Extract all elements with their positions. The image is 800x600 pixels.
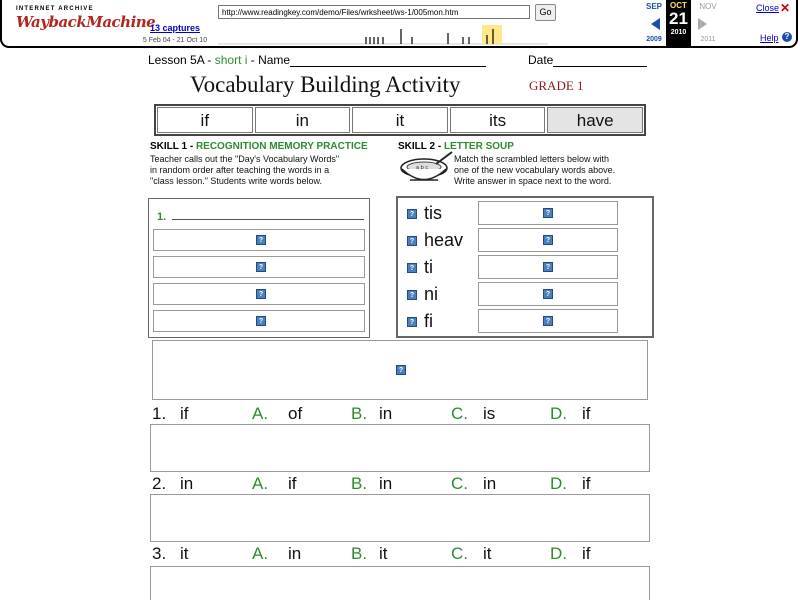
skill1-line: Teacher calls out the "Day's Vocabulary Words" bbox=[150, 154, 340, 164]
missing-plugin-icon: ? bbox=[407, 263, 417, 273]
missing-plugin-icon: ? bbox=[396, 365, 406, 375]
skill1-name: RECOGNITION MEMORY PRACTICE bbox=[195, 141, 368, 152]
scrambled-word: ti bbox=[424, 257, 433, 277]
wayback-calendar bbox=[640, 0, 720, 46]
wayback-current-month: OCT bbox=[670, 1, 687, 10]
choice-a[interactable]: if bbox=[288, 474, 297, 493]
missing-plugin-icon: ? bbox=[407, 236, 417, 246]
vocab-word: its bbox=[450, 107, 546, 133]
question-number: 2. bbox=[152, 474, 167, 493]
wayback-current-day: 21 bbox=[669, 9, 688, 28]
skill1-dash: - bbox=[187, 141, 196, 152]
wayback-logo-main: WaybackMachine bbox=[16, 13, 156, 31]
choice-d[interactable]: if bbox=[582, 474, 591, 493]
skill1-line: in random order after teaching the words in a bbox=[150, 165, 330, 175]
letter-soup-row bbox=[400, 228, 650, 253]
scrambled-word: tis bbox=[424, 203, 442, 223]
missing-plugin-icon: ? bbox=[256, 289, 266, 299]
letter-soup-answer-field[interactable] bbox=[478, 282, 618, 306]
wayback-current-date bbox=[666, 0, 691, 46]
choice-letter-d: D. bbox=[550, 474, 567, 493]
letter-soup-answer-field[interactable] bbox=[478, 201, 618, 225]
wayback-current-year: 2010 bbox=[670, 29, 687, 36]
skill1-answer-box bbox=[148, 198, 370, 338]
question-answer-box[interactable] bbox=[150, 494, 650, 542]
missing-plugin-icon: ? bbox=[256, 316, 266, 326]
skill1-line: "class lesson." Students write words below. bbox=[150, 176, 322, 186]
scrambled-word: heav bbox=[424, 230, 464, 250]
skill2-dash: - bbox=[435, 141, 444, 152]
missing-plugin-icon: ? bbox=[407, 317, 417, 327]
choice-letter-d: D. bbox=[550, 544, 567, 563]
vocab-word: have bbox=[547, 107, 643, 133]
missing-plugin-icon: ? bbox=[256, 235, 266, 245]
choice-b[interactable]: in bbox=[379, 404, 393, 423]
choice-letter-d: D. bbox=[550, 404, 567, 423]
wayback-sparkline[interactable] bbox=[218, 23, 548, 45]
skill2-instructions bbox=[454, 154, 615, 187]
question-row bbox=[152, 474, 652, 496]
skill2-prefix: SKILL 2 bbox=[398, 141, 436, 152]
wayback-logo-top: INTERNET ARCHIVE bbox=[16, 6, 94, 12]
page-title: Vocabulary Building Activity bbox=[190, 72, 461, 97]
wayback-next-year: 2011 bbox=[700, 36, 716, 43]
missing-plugin-icon: ? bbox=[543, 235, 553, 245]
question-number: 1. bbox=[152, 404, 167, 423]
close-icon[interactable]: ✕ bbox=[780, 1, 791, 15]
scrambled-word: ni bbox=[424, 284, 439, 304]
choice-letter-a: A. bbox=[252, 544, 269, 563]
answer-field[interactable] bbox=[153, 256, 365, 278]
choice-a[interactable]: in bbox=[288, 544, 302, 563]
wayback-captures-range: 5 Feb 04 - 21 Oct 10 bbox=[142, 37, 208, 44]
wayback-help-link[interactable]: Help bbox=[760, 33, 779, 43]
choice-d[interactable]: if bbox=[582, 544, 591, 563]
missing-plugin-icon: ? bbox=[407, 209, 417, 219]
name-line bbox=[290, 54, 486, 67]
letter-soup-row bbox=[400, 282, 650, 307]
letter-soup-row bbox=[400, 201, 650, 226]
choice-letter-a: A. bbox=[252, 404, 269, 423]
wayback-prev-arrow-icon[interactable] bbox=[651, 18, 660, 30]
answer-line-number: 1. bbox=[157, 211, 167, 223]
vocab-word: if bbox=[157, 107, 253, 133]
soup-bowl-icon bbox=[398, 150, 454, 188]
skill1-instructions bbox=[150, 154, 339, 187]
choice-letter-b: B. bbox=[351, 404, 368, 423]
skill2-name: LETTER SOUP bbox=[443, 141, 514, 152]
wayback-prev-year[interactable]: 2009 bbox=[646, 36, 662, 43]
wayback-next-arrow-icon bbox=[698, 18, 707, 30]
answer-line-1 bbox=[157, 209, 364, 223]
grade-label: GRADE 1 bbox=[529, 78, 584, 93]
skill1-heading bbox=[150, 141, 368, 152]
question-row bbox=[152, 404, 652, 426]
choice-c[interactable]: in bbox=[483, 474, 497, 493]
missing-plugin-icon: ? bbox=[543, 316, 553, 326]
name-label: - Name bbox=[247, 53, 291, 67]
lesson-header bbox=[148, 53, 486, 67]
missing-plugin-icon: ? bbox=[543, 262, 553, 272]
choice-letter-b: B. bbox=[351, 474, 368, 493]
choice-b[interactable]: in bbox=[379, 474, 393, 493]
question-word: it bbox=[180, 544, 189, 563]
question-row bbox=[152, 544, 652, 566]
wayback-go-button[interactable]: Go bbox=[535, 4, 556, 21]
wayback-url-input[interactable]: http://www.readingkey.com/demo/Files/wrksheet/ws-1/005mon.htm bbox=[218, 5, 530, 19]
vocab-word: it bbox=[352, 107, 448, 133]
wayback-logo[interactable] bbox=[16, 6, 156, 40]
choice-d[interactable]: if bbox=[582, 404, 591, 423]
help-icon[interactable]: ? bbox=[782, 32, 792, 42]
wayback-captures bbox=[132, 23, 218, 44]
embedded-plugin-area[interactable] bbox=[152, 340, 648, 400]
date-line bbox=[553, 54, 647, 67]
missing-plugin-icon: ? bbox=[543, 208, 553, 218]
choice-c[interactable]: is bbox=[483, 404, 496, 423]
letter-soup-answer-field[interactable] bbox=[478, 309, 618, 333]
letter-soup-box bbox=[396, 196, 654, 338]
answer-field[interactable] bbox=[153, 283, 365, 305]
choice-c[interactable]: it bbox=[483, 544, 492, 563]
svg-text:a b c: a b c bbox=[416, 165, 429, 171]
date-label: Date bbox=[528, 53, 554, 67]
skill2-line: one of the new vocabulary words above. bbox=[454, 165, 616, 175]
wayback-next-month: NOV bbox=[699, 2, 717, 11]
choice-letter-c: C. bbox=[451, 544, 468, 563]
question-word: in bbox=[180, 474, 194, 493]
skill1-prefix: SKILL 1 bbox=[150, 141, 188, 152]
question-number: 3. bbox=[152, 544, 167, 563]
vocab-word: in bbox=[255, 107, 351, 133]
wayback-prev-month[interactable]: SEP bbox=[645, 2, 662, 11]
question-word: if bbox=[180, 404, 189, 423]
letter-soup-row bbox=[400, 309, 650, 334]
choice-a[interactable]: of bbox=[288, 404, 303, 423]
skill2-line: Write answer in space next to the word. bbox=[454, 176, 612, 186]
choice-letter-c: C. bbox=[451, 404, 468, 423]
choice-b[interactable]: it bbox=[379, 544, 388, 563]
lesson-dash: - bbox=[204, 53, 215, 67]
lesson-number: Lesson 5A bbox=[148, 53, 205, 67]
scrambled-word: fi bbox=[424, 311, 433, 331]
answer-line[interactable] bbox=[172, 209, 364, 220]
wayback-captures-link[interactable]: 13 captures bbox=[149, 23, 201, 33]
skill2-line: Match the scrambled letters below with bbox=[454, 154, 610, 164]
answer-field[interactable] bbox=[153, 310, 365, 332]
date-header bbox=[528, 53, 647, 67]
lesson-topic: short i bbox=[214, 53, 248, 67]
choice-letter-c: C. bbox=[451, 474, 468, 493]
wayback-toolbar bbox=[0, 0, 798, 48]
question-answer-box[interactable] bbox=[150, 424, 650, 472]
letter-soup-row bbox=[400, 255, 650, 280]
choice-letter-b: B. bbox=[351, 544, 368, 563]
answer-field[interactable] bbox=[153, 229, 365, 251]
missing-plugin-icon: ? bbox=[407, 290, 417, 300]
wayback-close-link[interactable]: Close bbox=[756, 3, 780, 13]
letter-soup-answer-field[interactable] bbox=[478, 255, 618, 279]
choice-letter-a: A. bbox=[252, 474, 269, 493]
skill2-heading bbox=[398, 141, 514, 152]
missing-plugin-icon: ? bbox=[543, 289, 553, 299]
missing-plugin-icon: ? bbox=[256, 262, 266, 272]
vocabulary-word-bar bbox=[154, 104, 646, 136]
letter-soup-answer-field[interactable] bbox=[478, 228, 618, 252]
question-answer-box[interactable] bbox=[150, 566, 650, 600]
